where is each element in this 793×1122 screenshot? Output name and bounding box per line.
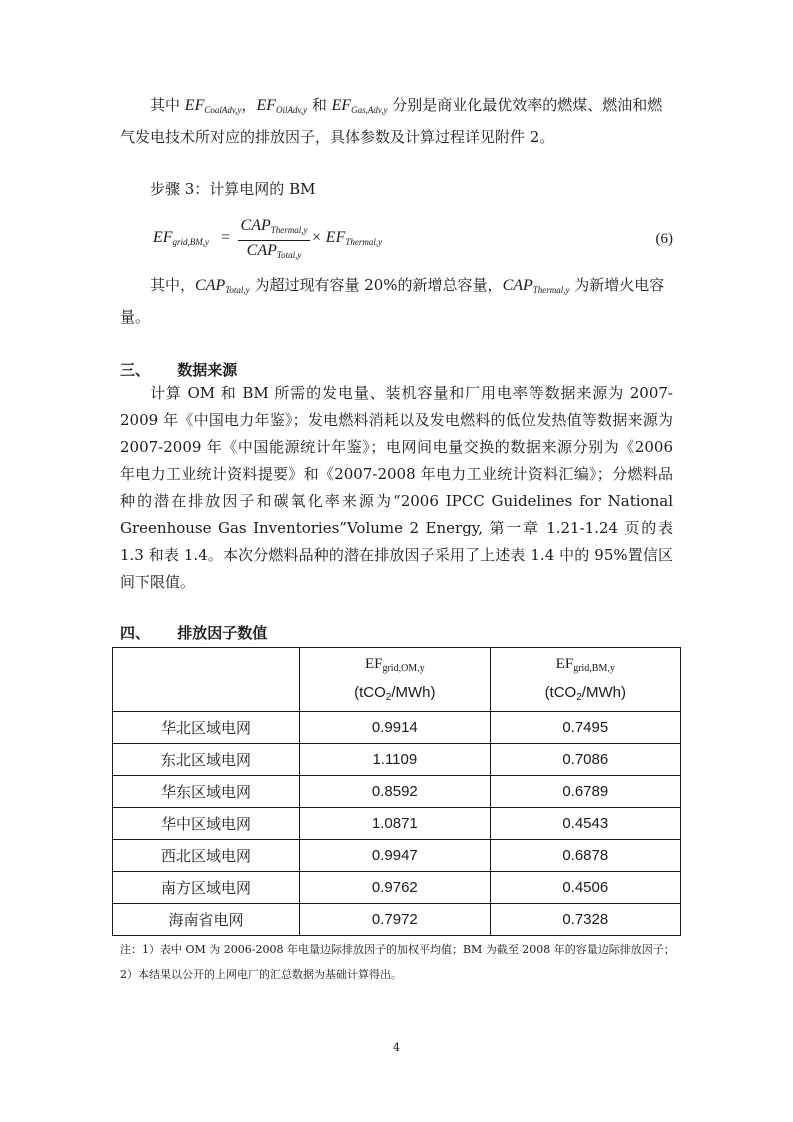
section3-title: 数据来源: [177, 361, 238, 379]
grid-name: 华东区域电网: [113, 776, 300, 808]
formula-numerator: $CAP_{Thermal,y}$: [240, 217, 308, 235]
step3-title: 步骤 3：计算电网的 BM: [150, 180, 316, 198]
formula-explanation: [120, 272, 673, 331]
table-row: [113, 744, 681, 776]
cap-total-symbol: $CAP_{Total,y}$: [195, 277, 250, 295]
om-value: 0.9947: [300, 840, 490, 872]
bm-value: 0.7086: [490, 744, 680, 776]
om-value: 0.9914: [300, 712, 490, 744]
formula-times-ef: × $EF_{Thermal,y}$: [311, 229, 383, 247]
formula-6: [153, 217, 673, 267]
om-value: 0.7972: [300, 904, 490, 936]
formula-denominator: $CAP_{Total,y}$: [246, 242, 302, 260]
grid-name: 华中区域电网: [113, 808, 300, 840]
formula-lhs: $EF_{grid,BM,y}$: [153, 229, 210, 247]
explain-prefix: 其中，: [150, 276, 196, 294]
om-value: 0.8592: [300, 776, 490, 808]
bm-value: 0.7328: [490, 904, 680, 936]
intro-suffix: 分别是商业化最优效率的燃煤、燃油和燃气发电技术所对应的排放因子，具体参数及计算过程详见附件 2。: [120, 96, 663, 146]
emission-factor-table: [112, 647, 681, 936]
ef-coal-symbol: $EF_{CoalAdv,y}$: [184, 97, 242, 115]
table-row: [113, 776, 681, 808]
grid-name: 南方区域电网: [113, 872, 300, 904]
grid-name: 海南省电网: [113, 904, 300, 936]
grid-name: 华北区域电网: [113, 712, 300, 744]
explain-mid: 为超过现有容量 20%的新增总容量，: [249, 276, 503, 294]
intro-paragraph: [120, 92, 673, 151]
om-value: 1.1109: [300, 744, 490, 776]
ef-gas-symbol: $EF_{Gas,Adv,y}$: [331, 97, 388, 115]
bm-value: 0.7495: [490, 712, 680, 744]
fraction-bar: [238, 240, 310, 241]
table-header-row: [113, 648, 681, 712]
page-number: 4: [393, 1041, 400, 1054]
formula-fraction: [238, 217, 310, 260]
intro-separator: ，: [241, 96, 257, 114]
section3-paragraph: 计算 OM 和 BM 所需的发电量、装机容量和厂用电率等数据来源为 2007-2009 年《中国电力年鉴》；发电燃料消耗以及发电燃料的低位发热值等数据来源为 2007-2009 年《中国能源统计年鉴》；电网间电量交换的数据来源分别为《2006 年电力工业统计资料提要》和《2007-2008 年电力工业统计资料汇编》；分燃料品种的潜在排放因子和碳氧化率来源为“2006 IPCC Guidelines for National Greenhouse Gas Inventories”Volume 2 Energy, 第一章 1.21-1.24 页的表 1.3 和表 1.4。本次分燃料品种的潜在排放因子采用了上述表 1.4 中的 95%置信区间下限值。: [120, 384, 673, 591]
bm-value: 0.6878: [490, 840, 680, 872]
section4-heading: [120, 622, 267, 643]
header-empty-cell: [113, 648, 300, 712]
explain-suffix: 为新增火电容量。: [120, 276, 665, 326]
table-row: [113, 872, 681, 904]
header-om: $EF_{grid,OM,y}$ (tCO$_2$/MWh): [300, 648, 490, 712]
table-row: [113, 808, 681, 840]
ef-oil-symbol: $EF_{OilAdv,y}$: [256, 97, 308, 115]
intro-and: 和: [307, 96, 332, 114]
formula-number: (6): [655, 231, 673, 247]
section3-number: 三、: [120, 361, 151, 379]
table-row: [113, 904, 681, 936]
formula-equals: =: [221, 229, 231, 246]
grid-name: 东北区域电网: [113, 744, 300, 776]
bm-value: 0.4543: [490, 808, 680, 840]
intro-prefix: 其中: [150, 96, 181, 114]
bm-value: 0.6789: [490, 776, 680, 808]
cap-thermal-symbol: $CAP_{Thermal,y}$: [502, 277, 570, 295]
section4-title: 排放因子数值: [177, 624, 268, 642]
table-row: [113, 712, 681, 744]
bm-value: 0.4506: [490, 872, 680, 904]
om-value: 0.9762: [300, 872, 490, 904]
section3-heading: [120, 359, 237, 380]
grid-name: 西北区域电网: [113, 840, 300, 872]
om-value: 1.0871: [300, 808, 490, 840]
table-note: 注：1）表中 OM 为 2006-2008 年电量边际排放因子的加权平均值；BM 为截至 2008 年的容量边际排放因子；2）本结果以公开的上网电厂的汇总数据为基础计算得出。: [120, 943, 675, 981]
table-row: [113, 840, 681, 872]
header-bm: $EF_{grid,BM,y}$ (tCO$_2$/MWh): [490, 648, 680, 712]
section4-number: 四、: [120, 624, 151, 642]
